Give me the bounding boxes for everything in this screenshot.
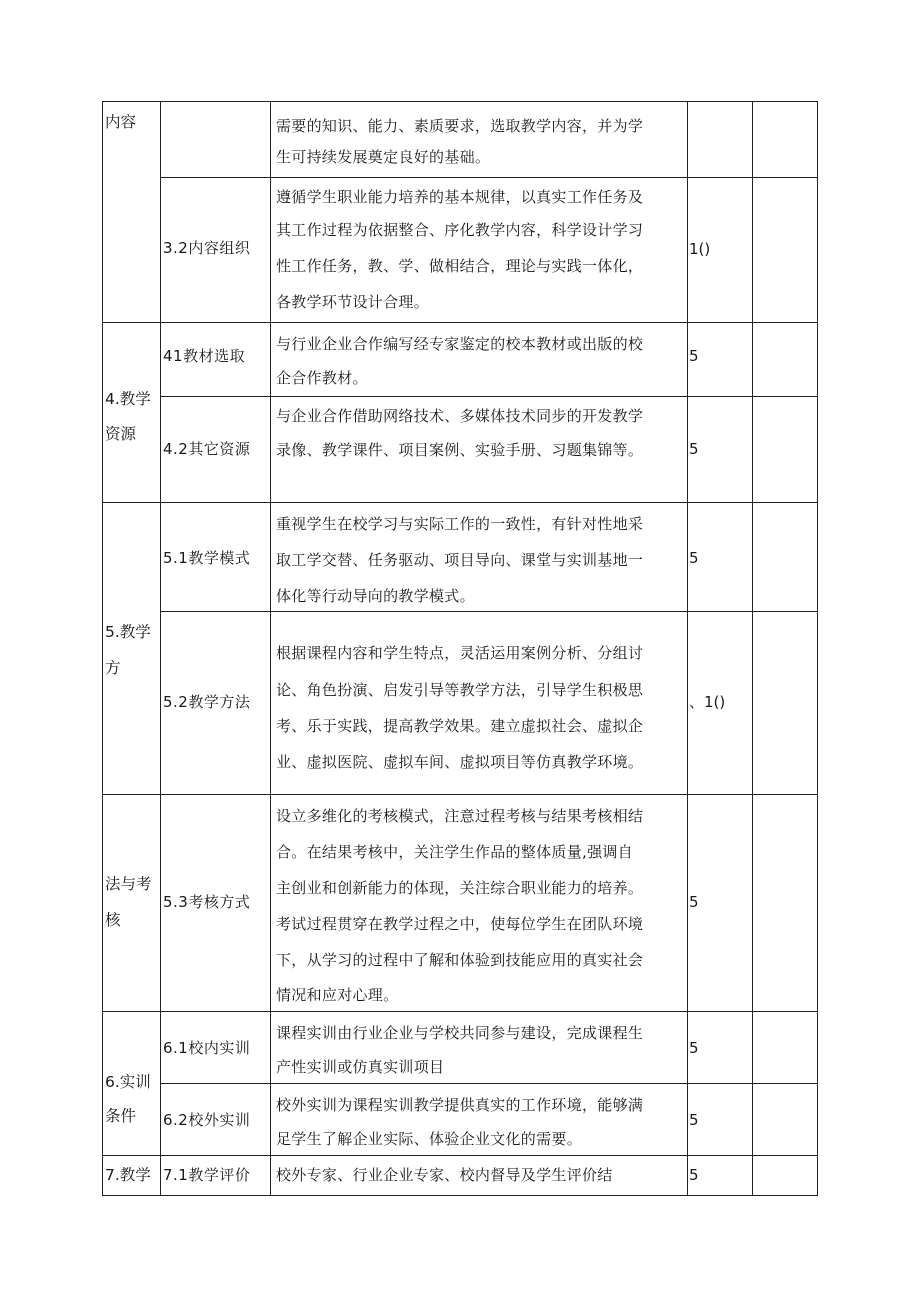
row-divider-3	[160, 396, 818, 397]
score-cell: 1()	[689, 240, 711, 258]
row-divider-6	[102, 794, 818, 795]
description-line: 与行业企业合作编写经专家鉴定的校本教材或出版的校	[276, 335, 644, 353]
description-line: 考试过程贯穿在教学过程之中，使每位学生在团队环境	[276, 915, 644, 933]
subcategory-cell: 41教材选取	[163, 347, 246, 365]
category-cell: 5.教学	[105, 623, 151, 641]
description-line: 根据课程内容和学生特点，灵活运用案例分析、分组讨	[276, 644, 644, 662]
category-cell: 内容	[105, 113, 137, 131]
description-line: 其工作过程为依据整合、序化教学内容，科学设计学习	[276, 221, 644, 239]
description-line: 与企业合作借助网络技术、多媒体技术同步的开发教学	[276, 407, 644, 425]
subcategory-cell: 5.3考核方式	[163, 893, 251, 911]
col-divider-1	[160, 101, 161, 1196]
table-border-right	[817, 101, 818, 1196]
score-cell: 、1()	[689, 693, 726, 711]
description-line: 合。在结果考核中，关注学生作品的整体质量,强调自	[276, 843, 633, 861]
description-line: 校外实训为课程实训教学提供真实的工作环境，能够满	[276, 1096, 644, 1114]
score-cell: 5	[689, 1166, 699, 1184]
description-line: 考、乐于实践，提高教学效果。建立虚拟社会、虚拟企	[276, 717, 644, 735]
table-border-top	[102, 101, 818, 102]
row-divider-2	[102, 322, 818, 323]
table-border-left	[102, 101, 103, 1196]
description-line: 论、角色扮演、启发引导等教学方法，引导学生积极思	[276, 681, 644, 699]
description-line: 足学生了解企业实际、体验企业文化的需要。	[276, 1130, 583, 1148]
description-line: 需要的知识、能力、素质要求，选取教学内容，并为学	[276, 117, 644, 135]
subcategory-cell: 6.2校外实训	[163, 1111, 251, 1129]
description-line: 课程实训由行业企业与学校共同参与建设，完成课程生	[276, 1024, 644, 1042]
description-line: 产性实训或仿真实训项目	[276, 1058, 445, 1076]
score-cell: 5	[689, 347, 699, 365]
category-cell: 4.教学	[105, 390, 151, 408]
category-cell: 资源	[105, 425, 137, 443]
subcategory-cell: 6.1校内实训	[163, 1039, 251, 1057]
row-divider-8	[160, 1083, 818, 1084]
col-divider-4	[752, 101, 753, 1196]
description-line: 性工作任务，教、学、做相结合，理论与实践一体化，	[276, 257, 644, 275]
col-divider-3	[687, 101, 688, 1196]
description-line: 体化等行动导向的教学模式。	[276, 587, 475, 605]
row-divider-9	[102, 1155, 818, 1156]
row-divider-1	[160, 177, 818, 178]
description-line: 重视学生在校学习与实际工作的一致性，有针对性地采	[276, 515, 644, 533]
description-line: 遵循学生职业能力培养的基本规律，以真实工作任务及	[276, 188, 644, 206]
category-cell: 条件	[105, 1107, 137, 1125]
score-cell: 5	[689, 440, 699, 458]
description-line: 设立多维化的考核模式，注意过程考核与结果考核相结	[276, 807, 644, 825]
subcategory-cell: 5.1教学模式	[163, 549, 251, 567]
description-line: 取工学交替、任务驱动、项目导向、课堂与实训基地一	[276, 551, 644, 569]
category-cell: 7.教学	[105, 1166, 151, 1184]
subcategory-cell: 4.2其它资源	[163, 440, 251, 458]
category-cell: 法与考	[105, 875, 152, 893]
col-divider-2	[270, 101, 271, 1196]
description-line: 主创业和创新能力的体现，关注综合职业能力的培养。	[276, 879, 644, 897]
score-cell: 5	[689, 1039, 699, 1057]
subcategory-cell: 7.1教学评价	[163, 1166, 251, 1184]
score-cell: 5	[689, 549, 699, 567]
row-divider-5	[160, 611, 818, 612]
score-cell: 5	[689, 893, 699, 911]
subcategory-cell: 5.2教学方法	[163, 693, 251, 711]
description-line: 各教学环节设计合理。	[276, 293, 430, 311]
description-line: 企合作教材。	[276, 369, 368, 387]
category-cell: 核	[105, 911, 121, 929]
description-line: 校外专家、行业企业专家、校内督导及学生评价结	[276, 1166, 613, 1184]
category-cell: 6.实训	[105, 1073, 151, 1091]
description-line: 录像、教学课件、项目案例、实验手册、习题集锦等。	[276, 441, 644, 459]
score-cell: 5	[689, 1111, 699, 1129]
table-border-bottom	[102, 1195, 818, 1196]
row-divider-7	[102, 1011, 818, 1012]
description-line: 生可持续发展奠定良好的基础。	[276, 148, 491, 166]
subcategory-cell: 3.2内容组织	[163, 239, 251, 257]
description-line: 情况和应对心理。	[276, 986, 399, 1004]
description-line: 业、虚拟医院、虚拟车间、虚拟项目等仿真教学环境。	[276, 753, 644, 771]
row-divider-4	[102, 502, 818, 503]
category-cell: 方	[105, 659, 121, 677]
description-line: 下，从学习的过程中了解和体验到技能应用的真实社会	[276, 951, 644, 969]
